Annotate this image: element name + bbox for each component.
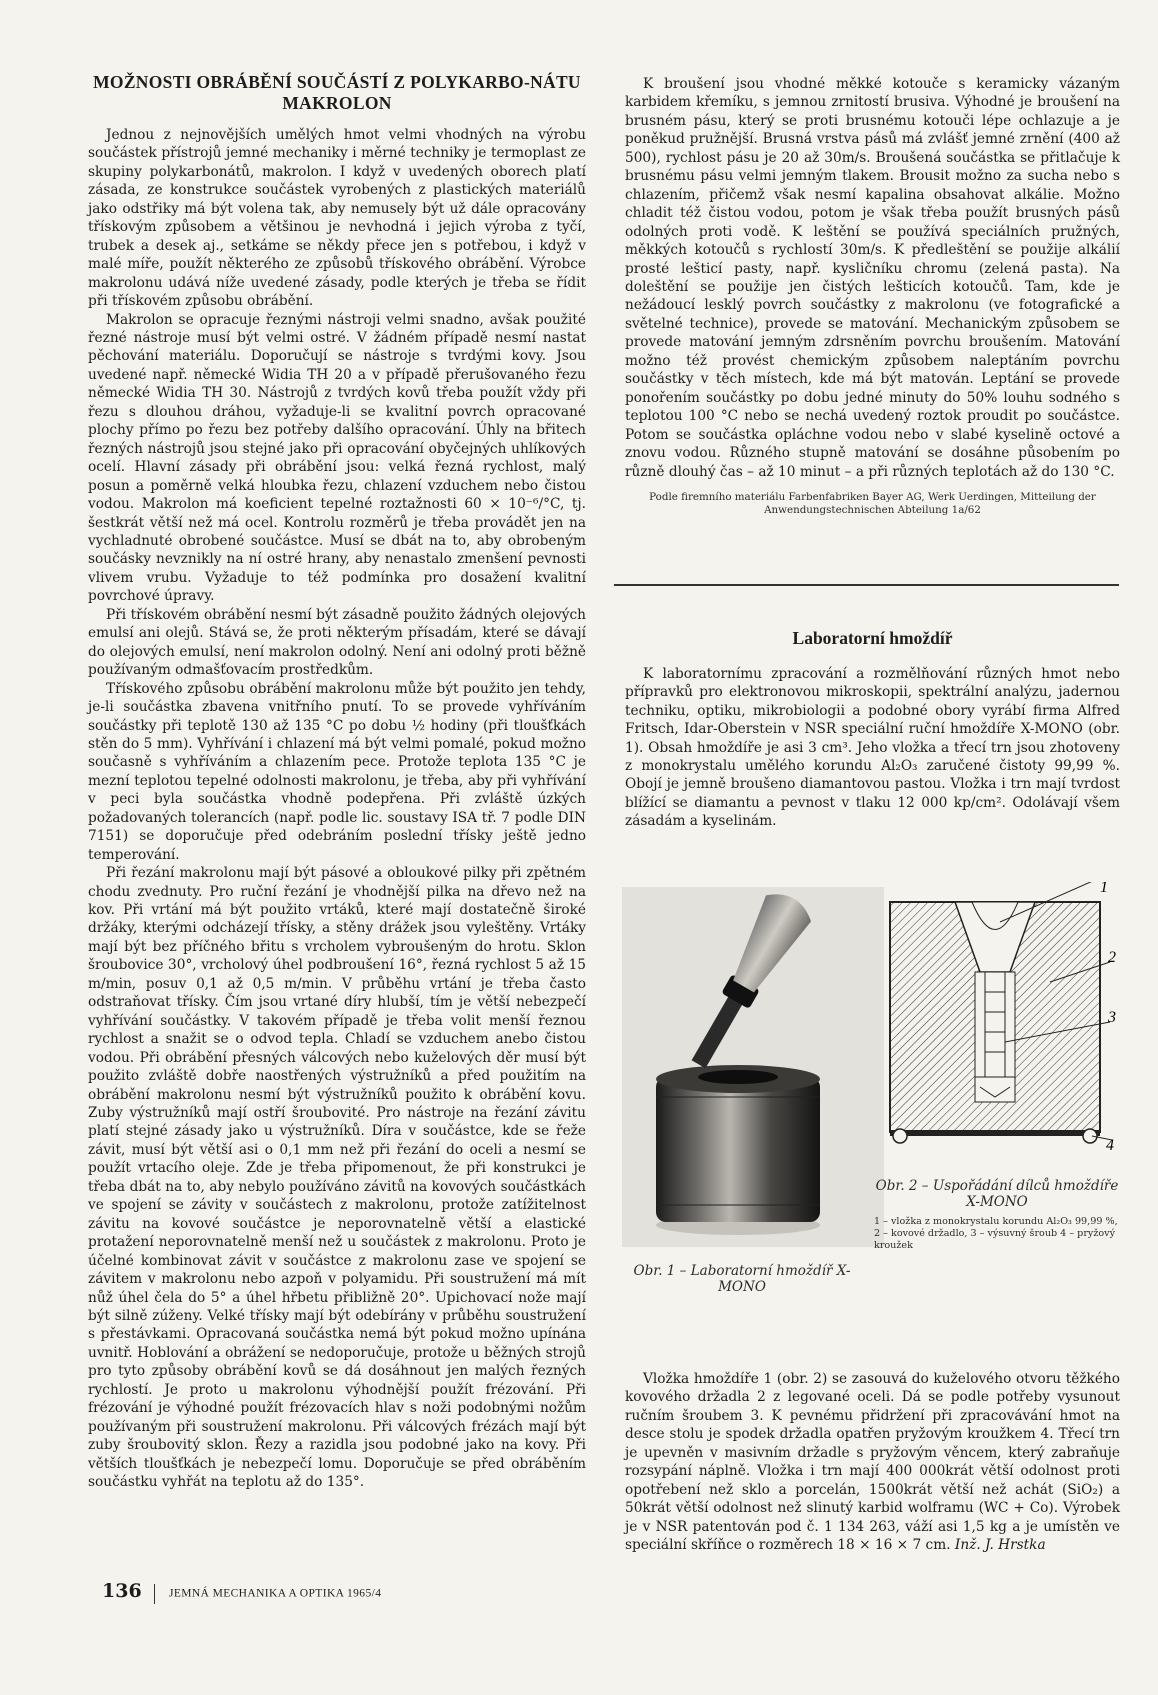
article1-paragraph: Třískového způsobu obrábění makrolonu může být použito jen tehdy, je-li součástka zbavena vnitřního pnutí. To se provede vyhříváním součástky při teplotě 130 až 135 °C po dobu ½ hodiny (při tloušťkách stěn do 5 mm). Vyhřívání i chlazení má být velmi pomalé, pokud možno současně s vyhříváním a chlazením pece. Protože teplota 135 °C je mezní teplotou tepelné odolnosti makrolonu, je třeba, aby při vyhřívání v peci byla součástka vhodně podepřena. Při zvláště úzkých požadovaných tolerancích (např. podle lic. soustavy ISA tř. 7 podle DIN 7151) se doporučuje před odebráním poslední třísky ještě jedno temperování.: [88, 680, 586, 863]
article1-column: [88, 72, 586, 1492]
article1-paragraph: Při třískovém obrábění nesmí být zásadně použito žádných olejových emulsí ani olejů. Stává se, že proti některým přísadám, které se dávají do olejových emulsí, není makrolon odolný. Není ani odolný proti běžně používaným odmašťovacím prostředkům.: [88, 606, 586, 679]
diagram-label: 1: [1100, 882, 1108, 896]
figure2-legend: 1 – vložka z monokrystalu korundu Al₂O₃ 99,99 %, 2 – kovové držadlo, 3 – výsuvný šroub 4 – pryžový kroužek: [874, 1216, 1118, 1251]
page-footer: [102, 1580, 381, 1604]
diagram-label: 4: [1106, 1137, 1114, 1152]
article2-paragraph-text: Vložka hmoždíře 1 (obr. 2) se zasouvá do kuželového otvoru těžkého kovového držadla 2 z legované oceli. Dá se podle potřeby vysunout ručním šroubem 3. K pevnému přidržení při zpracovávání hmot na desce stolu je spodek držadla opatřen pryžovým kroužkem 4. Třecí trn je upevněn v masivním držadle s pryžovým věncem, který zabraňuje rozsypání náplně. Vložka i trn mají 400 000krát větší odolnost proti opotřebení než sklo a porcelán, 1500krát větší než achát (SiO₂) a 50krát větší odolnost než slinutý karbid wolframu (WC + Co). Výrobek je v NSR patentován pod č. 1 134 263, váží asi 1,5 kg a je umístěn ve speciální skříňce o rozměrech 18 × 16 × 7 cm.: [625, 1371, 1120, 1554]
article1-continuation: K broušení jsou vhodné měkké kotouče s keramicky vázaným karbidem křemíku, s jemnou zrnitostí brusiva. Výhodné je broušení na brusném pásu, který se proti brusnému kotouči lépe ochlazuje a je poněkud pružnější. Brusná vrstva pásů má zvlášť jemné zrnění (400 až 500), rychlost pásu je 20 až 30m/s. Broušená součástka se přitlačuje k brusnému pásu velmi jemným tlakem. Brousit možno za sucha nebo s chlazením, přičemž však nesmí kapalina obsahovat alkálie. Možno chladit též čistou vodou, potom je však třeba použít brusných pásů odolných proti vodě. K leštění se používá speciálních pružných, měkkých kotoučů s rychlostí 30m/s. K předleštění se použije alkálií prosté lešticí pasty, např. kysličníku chromu (zelená pasta). Na doleštění se použije jen čistých lešticích kotoučů. Tam, kde je nežádoucí lesklý povrch součástky z makrolonu (ve fotografické a světelné technice), provede se matování. Mechanickým způsobem se provede matování jemným zdrsněním povrchu broušením. Matování možno též provést chemickým způsobem naleptáním povrchu součástky v těch místech, kde má být matován. Leptání se provede ponořením součástky po dobu jedné minuty do 50% louhu sodného s teplotou 100 °C nebo se nechá uvedený roztok proudit po součástce. Potom se součástka opláchne vodou nebo v slabé kyselině octové a znovu vodou. Různého stupně matování se dosáhne působením po různě dlouhý čas – až 10 minut – a při různých teplotách až do 130 °C.: [625, 76, 1120, 480]
article2-paragraph: K laboratornímu zpracování a rozmělňování různých hmot nebo přípravků pro elektronovou mikroskopii, spektrální analýzu, jadernou techniku, optiku, mikrobiologii a podobné obory vyrábí firma Alfred Fritsch, Idar-Oberstein v NSR speciální ruční hmoždíře X-MONO (obr. 1). Obsah hmoždíře je asi 3 cm³. Jeho vložka a třecí trn jsou zhotoveny z monokrystalu umělého korundu Al₂O₃ zaručené čistoty 99,99 %. Obojí je jemně broušeno diamantovou pastou. Vložka i trn mají tvrdost blížící se diamantu a pevnost v tlaku 12 000 kp/cm². Odolávají všem zásadám a kyselinám.: [625, 666, 1120, 830]
mortar-diagram: [880, 882, 1120, 1152]
figure1-caption-title: Obr. 1 – Laboratorní hmoždíř X-MONO: [633, 1263, 851, 1295]
diagram-label: 2: [1108, 949, 1116, 966]
mortar-photo: [622, 887, 884, 1247]
author-signature: Inž. J. Hrstka: [954, 1537, 1046, 1554]
page-number: 136: [102, 1580, 142, 1602]
article1-paragraph: Při řezání makrolonu mají být pásové a obloukové pilky při zpětném chodu zvednuty. Pro ruční řezání je vhodnější pilka na dřevo než na kov. Při vrtání má být použito vrtáků, které mají dostatečně široké držáky, kterými odcházejí třísky, a stěny drážek jsou vyleštěny. Vrtáky mají být bez příčného břitu s vrcholem vybroušeným do hrotu. Sklon šroubovice 30°, vrcholový úhel podbroušení 16°, řezná rychlost 5 až 15 m/min, posuv 0,1 až 0,5 m/min. V průběhu vrtání je třeba často odstraňovat třísky. Čím jsou vrtané díry hlubší, tím je větší nebezpečí vyhřívání součástky. V takovém případě je třeba volit menší řeznou rychlost a snažit se o odvod tepla. Chladí se vzduchem anebo čistou vodou. Při obrábění přesných válcových nebo kuželových děr musí být použito zvláště dobře naostřených výstružníků a před použitím na obrábění makrolonu nesmí být výstružníků použito k obrábění kovu. Zuby výstružníků mají ostří šroubovité. Pro nástroje na řezání závitu platí stejné zásady jako u výstružníků. Díra v součástce, kde se řeže závit, musí být větší asi o 0,1 mm než při řezání do oceli a nesmí se použít vrtacího oleje. Zde je třeba připomenout, že při konstrukci je třeba dbát na to, aby nebylo používáno závitů na kovových součástkách ve spojení se závity v součástech z makrolonu, protože zatížitelnost závitu na kovové součástce je neporovnatelně větší a elastické protažení neporovnatelně menší než u součástek z makrolonu. Proto je účelné kombinovat závit v součástce z makrolonu zase ve spojení se závitem v makrolonu nebo azpoň v polyamidu. Při soustružení má mít nůž úhel čela do 5° a úhel hřbetu přibližně 20°. Upichovací nože mají být silně zúženy. Velké třísky mají být odebírány v průběhu soustružení s přestávkami. Opracovaná součástka nemá být pokud možno upínána uvnitř. Hoblování a obrážení se nedoporučuje, protože u běžných strojů pro tyto způsoby obrábění kovů se dá dosáhnout jen malých řezných rychlostí. Je proto u makrolonu výhodnější použít frézování. Při frézování je výhodné použít frézovacích hlav s noži podobnými nožům používaným při soustružení makrolonu. Při válcových frézách mají být zuby šroubovitý sklon. Řezy a razidla jsou podobné jako na kovy. Při větších tloušťkách je nebezpečí lomu. Doporučuje se před obráběním součástku vyhřát na teplotu až do 135°.: [88, 865, 586, 1491]
figure1-caption: [627, 1263, 857, 1295]
diagram-label: 3: [1108, 1009, 1116, 1026]
article2-intro: [625, 628, 1120, 831]
article1-credit: Podle firemního materiálu Farbenfabriken Bayer AG, Werk Uerdingen, Mitteilung der Anwendungstechnischen Abteilung 1a/62: [649, 490, 1096, 516]
journal-name: JEMNÁ MECHANIKA A OPTIKA 1965/4: [168, 1587, 382, 1600]
footer-divider: [154, 1584, 155, 1604]
figure2-caption-title: Obr. 2 – Uspořádání dílců hmoždíře X-MONO: [875, 1178, 1119, 1210]
article1-title: MOŽNOSTI OBRÁBĚNÍ SOUČÁSTÍ Z POLYKARBO-NÁTU MAKROLON: [93, 72, 581, 113]
figure2-caption: [874, 1178, 1120, 1252]
article2-body: [625, 1370, 1120, 1555]
article1-paragraph: Jednou z nejnovějších umělých hmot velmi vhodných na výrobu součástek přístrojů jemné mechaniky i měrné techniky je termoplast ze skupiny polykarbonátů, makrolon. I když v uvedených oborech platí zásada, ze konstrukce součástek vyrobených z plastických materiálů jako odstřiky má být volena tak, aby nemusely být už dále opracovány třískovým způsobem a většinou je nevhodná i jejich výroba z tyčí, trubek a desek aj., setkáme se někdy přece jen s potřebou, i když v malé míře, použít některého ze způsobů třískového obrábění. Výrobce makrolonu udává níže uvedené zásady, podle kterých je třeba se řídit při třískovém způsobu obrábění.: [88, 127, 586, 310]
article2-paragraph: [625, 1370, 1120, 1555]
section-divider: [614, 584, 1119, 586]
article1-continuation-column: [625, 75, 1120, 517]
article1-paragraph: Makrolon se opracuje řeznými nástroji velmi snadno, avšak použité řezné nástroje musí být velmi ostré. V žádném případě nesmí nastat pěchování materiálu. Doporučují se nástroje s tvrdými kovy. Jsou uvedené např. německé Widia TH 20 a v případě přerušovaného řezu německé Widia TH 30. Nástrojů z tvrdých kovů třeba použít vždy při řezu s dlouhou dráhou, vyžaduje-li se kvalitní povrch opracované plochy přímo po řezu bez potřeby dalšího opracování. Úhly na břitech řezných nástrojů jsou stejné jako při opracování obyčejných uhlíkových ocelí. Hlavní zásady při obrábění jsou: velká řezná rychlost, malý posun a poměrně velká hloubka řezu, chlazení vzduchem nebo čistou vodou. Makrolon má koeficient tepelné roztažnosti 60 × 10⁻⁶/°C, tj. šestkrát větší než má ocel. Kontrolu rozměrů je třeba provádět jen na vychladnuté obrobené součástce. Musí se dbát na to, aby obrobeným součásky nevznikly na ní ostré hrany, aby nenastalo zmenšení pevnosti vlivem vrubu. Vyžaduje to též podmínka pro dosažení kvalitní povrchové úpravy.: [88, 311, 586, 605]
article2-title: Laboratorní hmoždíř: [792, 628, 953, 648]
